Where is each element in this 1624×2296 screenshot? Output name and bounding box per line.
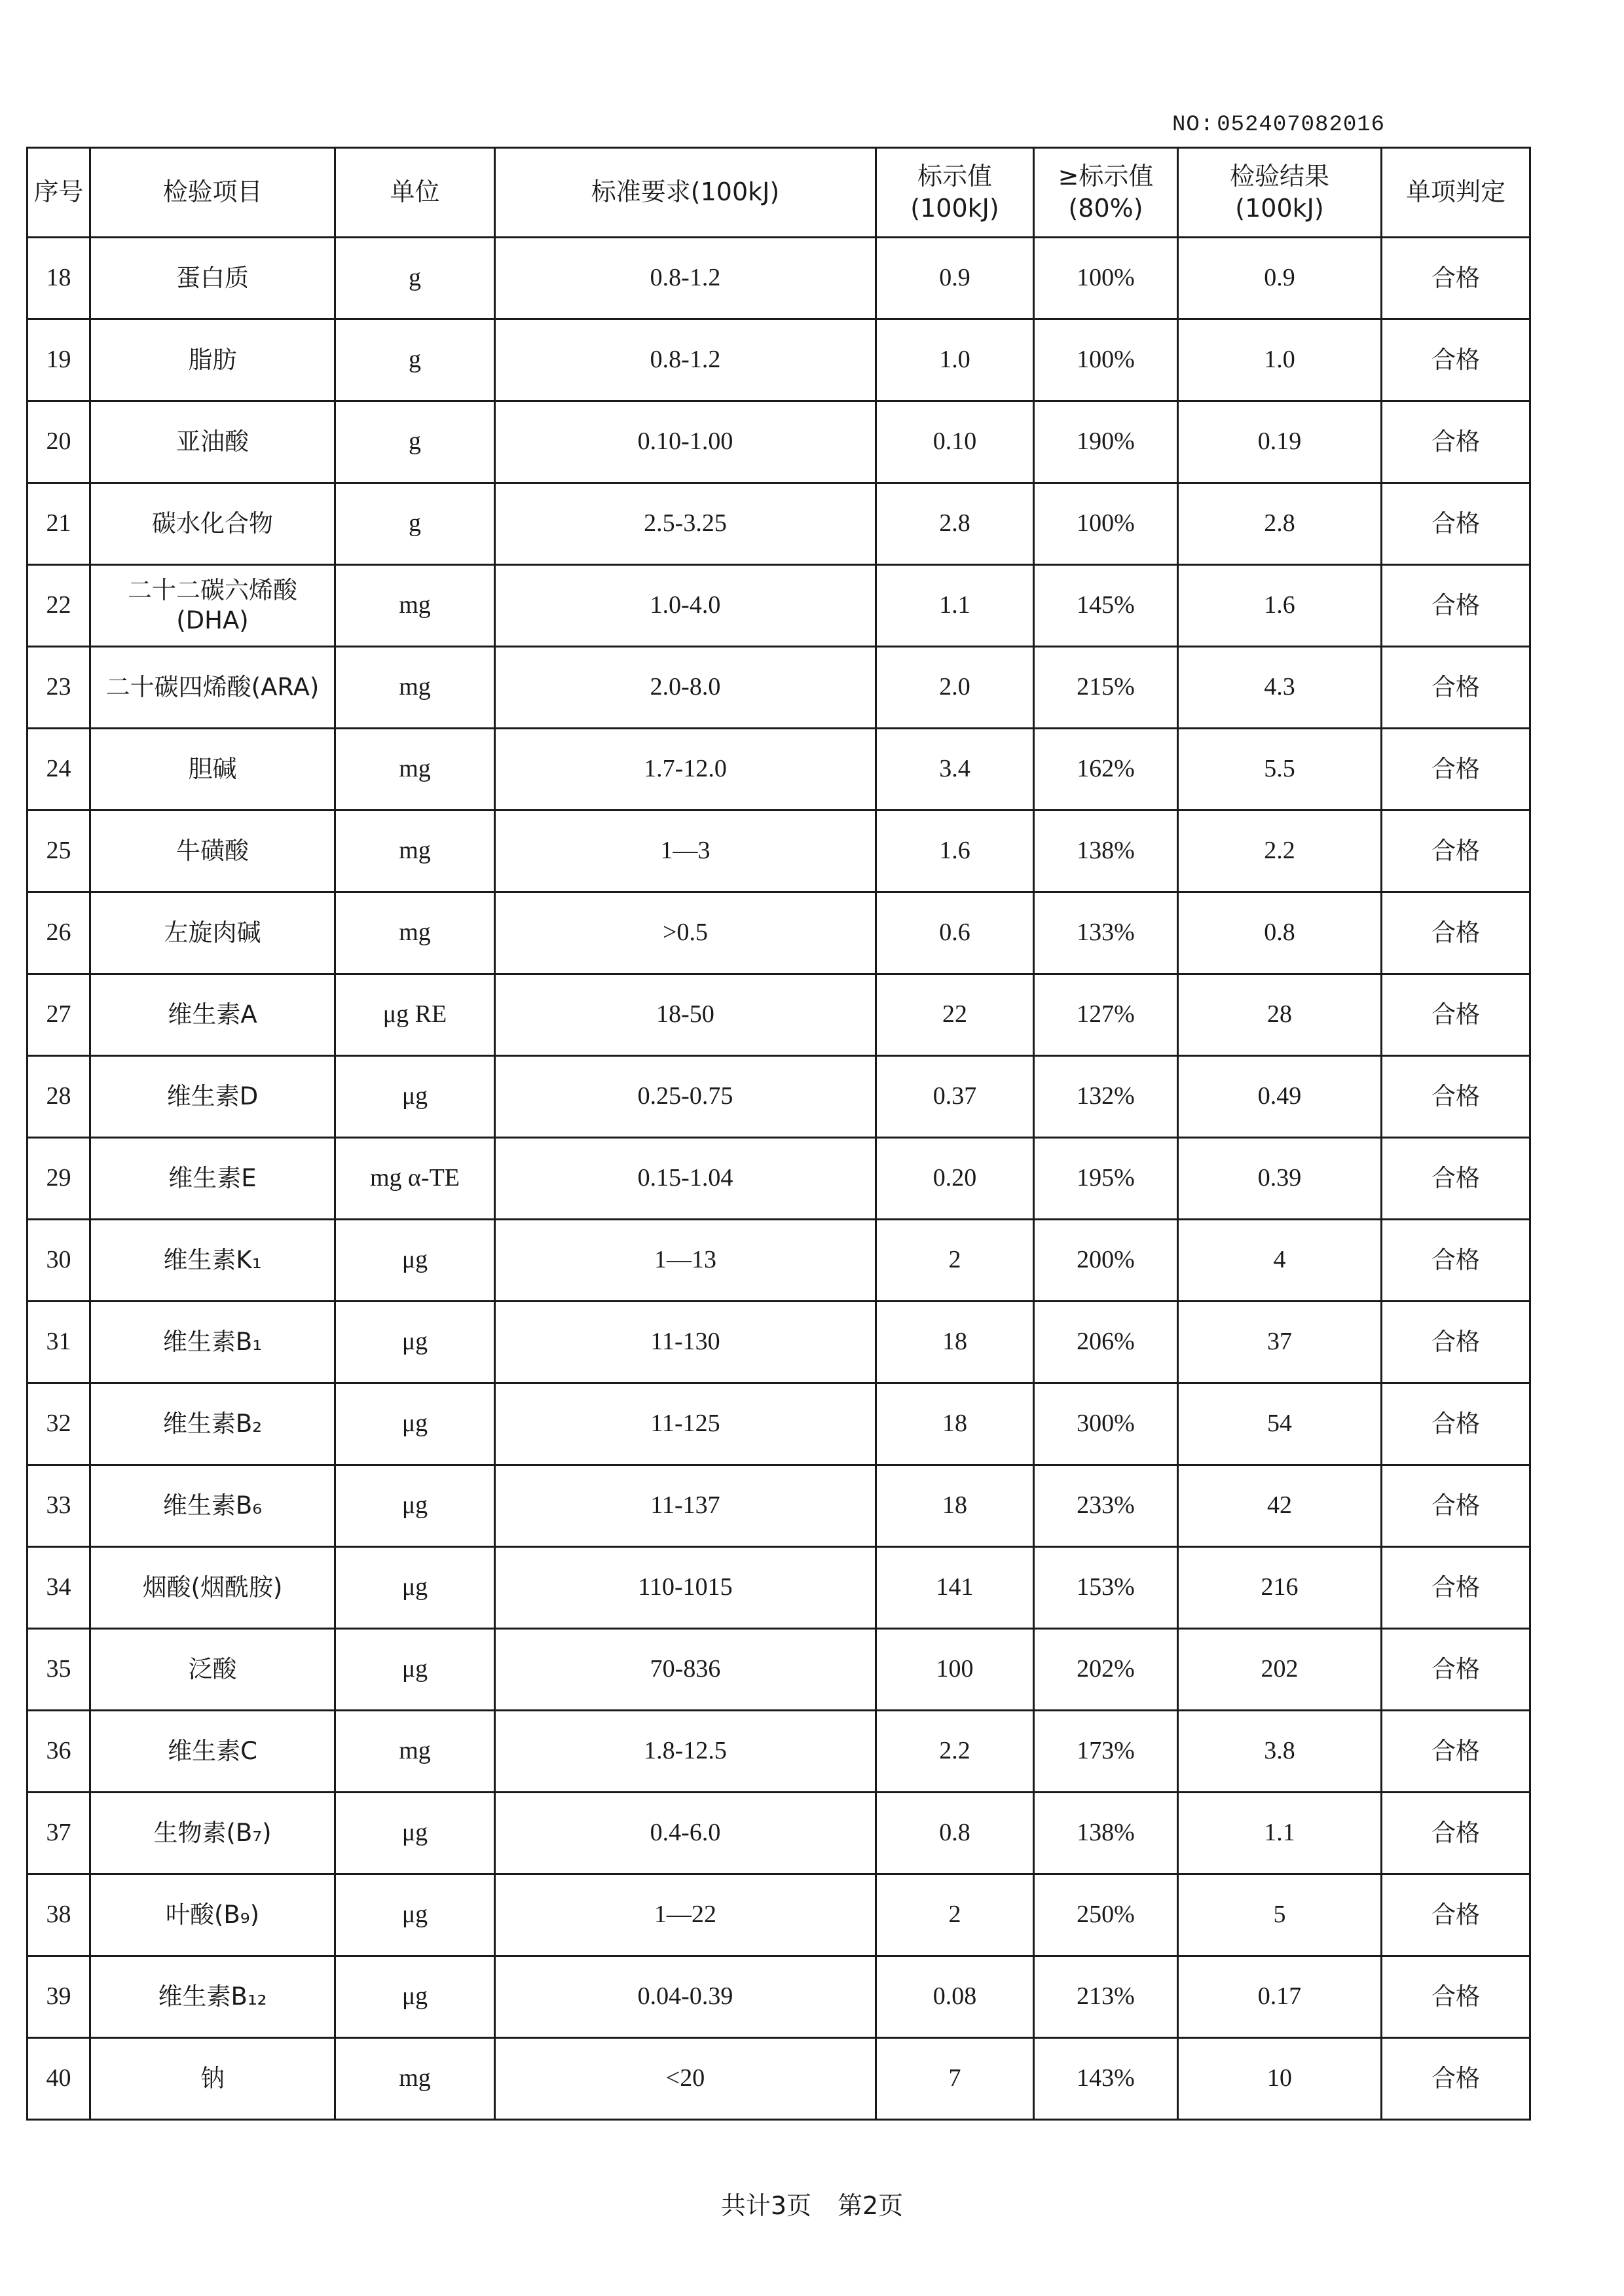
cell-test-result: 5.5 bbox=[1178, 729, 1382, 811]
cell-test-item: 脂肪 bbox=[90, 319, 335, 401]
cell-unit: mg bbox=[335, 892, 495, 974]
cell-serial-no: 34 bbox=[28, 1547, 90, 1629]
cell-labeled-value: 0.08 bbox=[876, 1956, 1034, 2038]
cell-test-item: 维生素C bbox=[90, 1711, 335, 1793]
header-labeled-value: 标示值 (100kJ) bbox=[876, 148, 1034, 238]
cell-labeled-ratio: 133% bbox=[1034, 892, 1178, 974]
header-unit: 单位 bbox=[335, 148, 495, 238]
cell-labeled-value: 2.8 bbox=[876, 483, 1034, 565]
cell-test-item: 蛋白质 bbox=[90, 238, 335, 319]
cell-unit: mg bbox=[335, 565, 495, 647]
cell-test-item: 维生素B₁ bbox=[90, 1302, 335, 1383]
cell-standard-requirement: 11-125 bbox=[495, 1383, 876, 1465]
table-row bbox=[28, 2038, 1530, 2120]
cell-standard-requirement: 1—3 bbox=[495, 811, 876, 892]
table-row bbox=[28, 1302, 1530, 1383]
cell-standard-requirement: 0.04-0.39 bbox=[495, 1956, 876, 2038]
report-number-value: 052407082016 bbox=[1217, 113, 1386, 137]
total-pages: 共计3页 bbox=[720, 2191, 811, 2220]
cell-verdict: 合格 bbox=[1382, 1220, 1530, 1302]
cell-verdict: 合格 bbox=[1382, 1547, 1530, 1629]
cell-unit: μg bbox=[335, 1383, 495, 1465]
cell-verdict: 合格 bbox=[1382, 1383, 1530, 1465]
cell-labeled-ratio: 300% bbox=[1034, 1383, 1178, 1465]
cell-labeled-value: 0.10 bbox=[876, 401, 1034, 483]
cell-unit: μg bbox=[335, 1056, 495, 1138]
header-standard-requirement: 标准要求(100kJ) bbox=[495, 148, 876, 238]
cell-test-result: 216 bbox=[1178, 1547, 1382, 1629]
cell-verdict: 合格 bbox=[1382, 565, 1530, 647]
cell-serial-no: 35 bbox=[28, 1629, 90, 1711]
cell-labeled-value: 22 bbox=[876, 974, 1034, 1056]
cell-serial-no: 26 bbox=[28, 892, 90, 974]
cell-serial-no: 29 bbox=[28, 1138, 90, 1220]
cell-serial-no: 36 bbox=[28, 1711, 90, 1793]
cell-unit: mg bbox=[335, 729, 495, 811]
cell-standard-requirement: 18-50 bbox=[495, 974, 876, 1056]
cell-standard-requirement: 11-137 bbox=[495, 1465, 876, 1547]
cell-test-item: 维生素E bbox=[90, 1138, 335, 1220]
cell-test-result: 1.6 bbox=[1178, 565, 1382, 647]
cell-test-result: 10 bbox=[1178, 2038, 1382, 2120]
cell-labeled-value: 3.4 bbox=[876, 729, 1034, 811]
cell-verdict: 合格 bbox=[1382, 729, 1530, 811]
cell-serial-no: 40 bbox=[28, 2038, 90, 2120]
report-number-label: NO: bbox=[1172, 113, 1215, 137]
cell-unit: mg bbox=[335, 1711, 495, 1793]
cell-labeled-value: 18 bbox=[876, 1302, 1034, 1383]
cell-labeled-value: 18 bbox=[876, 1465, 1034, 1547]
cell-labeled-value: 7 bbox=[876, 2038, 1034, 2120]
test-results-table bbox=[26, 147, 1531, 2121]
table-row bbox=[28, 1138, 1530, 1220]
cell-unit: g bbox=[335, 483, 495, 565]
cell-test-result: 202 bbox=[1178, 1629, 1382, 1711]
header-test-item: 检验项目 bbox=[90, 148, 335, 238]
cell-labeled-ratio: 162% bbox=[1034, 729, 1178, 811]
cell-test-result: 4 bbox=[1178, 1220, 1382, 1302]
table-header-row bbox=[28, 148, 1530, 238]
cell-unit: μg bbox=[335, 1465, 495, 1547]
cell-standard-requirement: 2.5-3.25 bbox=[495, 483, 876, 565]
cell-standard-requirement: 1.0-4.0 bbox=[495, 565, 876, 647]
header-labeled-ratio: ≥标示值 (80%) bbox=[1034, 148, 1178, 238]
cell-unit: μg bbox=[335, 1302, 495, 1383]
cell-test-result: 1.1 bbox=[1178, 1793, 1382, 1874]
cell-test-item: 二十碳四烯酸(ARA) bbox=[90, 647, 335, 729]
table-row bbox=[28, 1956, 1530, 2038]
cell-verdict: 合格 bbox=[1382, 1302, 1530, 1383]
table-row bbox=[28, 565, 1530, 647]
cell-test-item: 泛酸 bbox=[90, 1629, 335, 1711]
cell-serial-no: 24 bbox=[28, 729, 90, 811]
cell-unit: g bbox=[335, 238, 495, 319]
table-row bbox=[28, 1793, 1530, 1874]
cell-standard-requirement: <20 bbox=[495, 2038, 876, 2120]
cell-verdict: 合格 bbox=[1382, 1465, 1530, 1547]
cell-unit: mg bbox=[335, 2038, 495, 2120]
table-row bbox=[28, 483, 1530, 565]
cell-standard-requirement: 0.8-1.2 bbox=[495, 319, 876, 401]
cell-standard-requirement: >0.5 bbox=[495, 892, 876, 974]
cell-labeled-value: 1.0 bbox=[876, 319, 1034, 401]
cell-test-item: 维生素K₁ bbox=[90, 1220, 335, 1302]
cell-labeled-value: 0.6 bbox=[876, 892, 1034, 974]
cell-labeled-value: 0.9 bbox=[876, 238, 1034, 319]
cell-verdict: 合格 bbox=[1382, 1874, 1530, 1956]
table-row bbox=[28, 1383, 1530, 1465]
cell-standard-requirement: 70-836 bbox=[495, 1629, 876, 1711]
cell-test-item: 维生素B₁₂ bbox=[90, 1956, 335, 2038]
page-footer bbox=[0, 2185, 1624, 2221]
cell-test-result: 0.9 bbox=[1178, 238, 1382, 319]
cell-test-result: 37 bbox=[1178, 1302, 1382, 1383]
cell-standard-requirement: 0.15-1.04 bbox=[495, 1138, 876, 1220]
cell-verdict: 合格 bbox=[1382, 1793, 1530, 1874]
cell-unit: μg bbox=[335, 1956, 495, 2038]
cell-labeled-ratio: 195% bbox=[1034, 1138, 1178, 1220]
cell-test-result: 0.8 bbox=[1178, 892, 1382, 974]
cell-labeled-ratio: 173% bbox=[1034, 1711, 1178, 1793]
cell-labeled-ratio: 190% bbox=[1034, 401, 1178, 483]
table-row bbox=[28, 1220, 1530, 1302]
cell-labeled-ratio: 213% bbox=[1034, 1956, 1178, 2038]
cell-test-result: 3.8 bbox=[1178, 1711, 1382, 1793]
cell-unit: g bbox=[335, 319, 495, 401]
cell-serial-no: 19 bbox=[28, 319, 90, 401]
cell-standard-requirement: 0.8-1.2 bbox=[495, 238, 876, 319]
cell-unit: μg RE bbox=[335, 974, 495, 1056]
cell-test-item: 钠 bbox=[90, 2038, 335, 2120]
cell-labeled-ratio: 250% bbox=[1034, 1874, 1178, 1956]
cell-verdict: 合格 bbox=[1382, 811, 1530, 892]
header-serial-no: 序号 bbox=[28, 148, 90, 238]
cell-serial-no: 27 bbox=[28, 974, 90, 1056]
table-row bbox=[28, 319, 1530, 401]
cell-unit: μg bbox=[335, 1793, 495, 1874]
cell-test-item: 二十二碳六烯酸 (DHA) bbox=[90, 565, 335, 647]
table-row bbox=[28, 1711, 1530, 1793]
cell-test-item: 维生素D bbox=[90, 1056, 335, 1138]
cell-serial-no: 23 bbox=[28, 647, 90, 729]
cell-test-item: 维生素B₂ bbox=[90, 1383, 335, 1465]
cell-verdict: 合格 bbox=[1382, 1629, 1530, 1711]
header-verdict: 单项判定 bbox=[1382, 148, 1530, 238]
cell-labeled-value: 2 bbox=[876, 1220, 1034, 1302]
cell-labeled-ratio: 138% bbox=[1034, 1793, 1178, 1874]
cell-labeled-ratio: 202% bbox=[1034, 1629, 1178, 1711]
cell-standard-requirement: 0.25-0.75 bbox=[495, 1056, 876, 1138]
cell-labeled-value: 2.0 bbox=[876, 647, 1034, 729]
cell-serial-no: 22 bbox=[28, 565, 90, 647]
cell-test-result: 2.2 bbox=[1178, 811, 1382, 892]
cell-verdict: 合格 bbox=[1382, 1056, 1530, 1138]
cell-serial-no: 30 bbox=[28, 1220, 90, 1302]
cell-unit: mg bbox=[335, 811, 495, 892]
cell-unit: mg α-TE bbox=[335, 1138, 495, 1220]
cell-labeled-value: 18 bbox=[876, 1383, 1034, 1465]
cell-labeled-ratio: 100% bbox=[1034, 319, 1178, 401]
cell-verdict: 合格 bbox=[1382, 238, 1530, 319]
header-test-result: 检验结果 (100kJ) bbox=[1178, 148, 1382, 238]
table-row bbox=[28, 1056, 1530, 1138]
cell-labeled-ratio: 206% bbox=[1034, 1302, 1178, 1383]
cell-serial-no: 31 bbox=[28, 1302, 90, 1383]
cell-serial-no: 21 bbox=[28, 483, 90, 565]
cell-test-result: 5 bbox=[1178, 1874, 1382, 1956]
cell-test-result: 2.8 bbox=[1178, 483, 1382, 565]
cell-labeled-ratio: 233% bbox=[1034, 1465, 1178, 1547]
cell-test-item: 胆碱 bbox=[90, 729, 335, 811]
cell-standard-requirement: 0.4-6.0 bbox=[495, 1793, 876, 1874]
cell-unit: μg bbox=[335, 1629, 495, 1711]
table-row bbox=[28, 729, 1530, 811]
cell-labeled-ratio: 145% bbox=[1034, 565, 1178, 647]
cell-labeled-ratio: 100% bbox=[1034, 483, 1178, 565]
cell-standard-requirement: 0.10-1.00 bbox=[495, 401, 876, 483]
cell-verdict: 合格 bbox=[1382, 319, 1530, 401]
cell-test-item: 碳水化合物 bbox=[90, 483, 335, 565]
cell-labeled-value: 2.2 bbox=[876, 1711, 1034, 1793]
table-row bbox=[28, 1465, 1530, 1547]
cell-verdict: 合格 bbox=[1382, 1956, 1530, 2038]
cell-verdict: 合格 bbox=[1382, 483, 1530, 565]
cell-serial-no: 28 bbox=[28, 1056, 90, 1138]
cell-standard-requirement: 1—22 bbox=[495, 1874, 876, 1956]
cell-test-result: 0.17 bbox=[1178, 1956, 1382, 2038]
cell-labeled-ratio: 143% bbox=[1034, 2038, 1178, 2120]
cell-verdict: 合格 bbox=[1382, 401, 1530, 483]
cell-unit: μg bbox=[335, 1220, 495, 1302]
cell-labeled-ratio: 153% bbox=[1034, 1547, 1178, 1629]
cell-serial-no: 33 bbox=[28, 1465, 90, 1547]
cell-test-result: 4.3 bbox=[1178, 647, 1382, 729]
cell-standard-requirement: 1.8-12.5 bbox=[495, 1711, 876, 1793]
cell-verdict: 合格 bbox=[1382, 1711, 1530, 1793]
table-row bbox=[28, 811, 1530, 892]
report-number bbox=[1172, 113, 1385, 137]
cell-test-result: 0.39 bbox=[1178, 1138, 1382, 1220]
cell-verdict: 合格 bbox=[1382, 1138, 1530, 1220]
cell-verdict: 合格 bbox=[1382, 974, 1530, 1056]
table-row bbox=[28, 1547, 1530, 1629]
cell-test-result: 54 bbox=[1178, 1383, 1382, 1465]
cell-verdict: 合格 bbox=[1382, 2038, 1530, 2120]
cell-labeled-value: 1.6 bbox=[876, 811, 1034, 892]
cell-standard-requirement: 2.0-8.0 bbox=[495, 647, 876, 729]
table-row bbox=[28, 238, 1530, 319]
cell-unit: μg bbox=[335, 1547, 495, 1629]
cell-test-item: 牛磺酸 bbox=[90, 811, 335, 892]
cell-serial-no: 32 bbox=[28, 1383, 90, 1465]
cell-test-result: 0.19 bbox=[1178, 401, 1382, 483]
cell-labeled-ratio: 138% bbox=[1034, 811, 1178, 892]
cell-serial-no: 38 bbox=[28, 1874, 90, 1956]
cell-test-result: 28 bbox=[1178, 974, 1382, 1056]
cell-standard-requirement: 11-130 bbox=[495, 1302, 876, 1383]
table-row bbox=[28, 892, 1530, 974]
cell-labeled-value: 0.20 bbox=[876, 1138, 1034, 1220]
cell-labeled-ratio: 127% bbox=[1034, 974, 1178, 1056]
cell-labeled-value: 141 bbox=[876, 1547, 1034, 1629]
cell-serial-no: 20 bbox=[28, 401, 90, 483]
table-body bbox=[28, 238, 1530, 2120]
cell-labeled-value: 0.8 bbox=[876, 1793, 1034, 1874]
cell-serial-no: 39 bbox=[28, 1956, 90, 2038]
cell-test-item: 左旋肉碱 bbox=[90, 892, 335, 974]
cell-test-item: 维生素B₆ bbox=[90, 1465, 335, 1547]
cell-verdict: 合格 bbox=[1382, 892, 1530, 974]
cell-labeled-value: 1.1 bbox=[876, 565, 1034, 647]
cell-labeled-ratio: 215% bbox=[1034, 647, 1178, 729]
table-row bbox=[28, 647, 1530, 729]
cell-labeled-ratio: 200% bbox=[1034, 1220, 1178, 1302]
cell-verdict: 合格 bbox=[1382, 647, 1530, 729]
current-page: 第2页 bbox=[838, 2191, 904, 2220]
cell-labeled-value: 2 bbox=[876, 1874, 1034, 1956]
table-row bbox=[28, 401, 1530, 483]
cell-test-item: 叶酸(B₉) bbox=[90, 1874, 335, 1956]
cell-test-result: 0.49 bbox=[1178, 1056, 1382, 1138]
cell-labeled-value: 100 bbox=[876, 1629, 1034, 1711]
cell-test-item: 烟酸(烟酰胺) bbox=[90, 1547, 335, 1629]
cell-serial-no: 37 bbox=[28, 1793, 90, 1874]
cell-unit: μg bbox=[335, 1874, 495, 1956]
cell-standard-requirement: 1.7-12.0 bbox=[495, 729, 876, 811]
cell-unit: mg bbox=[335, 647, 495, 729]
cell-test-item: 维生素A bbox=[90, 974, 335, 1056]
cell-labeled-ratio: 100% bbox=[1034, 238, 1178, 319]
table-row bbox=[28, 1629, 1530, 1711]
cell-test-result: 42 bbox=[1178, 1465, 1382, 1547]
table-row bbox=[28, 974, 1530, 1056]
cell-standard-requirement: 1—13 bbox=[495, 1220, 876, 1302]
table-row bbox=[28, 1874, 1530, 1956]
cell-unit: g bbox=[335, 401, 495, 483]
cell-labeled-ratio: 132% bbox=[1034, 1056, 1178, 1138]
cell-serial-no: 25 bbox=[28, 811, 90, 892]
cell-test-result: 1.0 bbox=[1178, 319, 1382, 401]
cell-test-item: 亚油酸 bbox=[90, 401, 335, 483]
cell-labeled-value: 0.37 bbox=[876, 1056, 1034, 1138]
cell-serial-no: 18 bbox=[28, 238, 90, 319]
cell-test-item: 生物素(B₇) bbox=[90, 1793, 335, 1874]
cell-standard-requirement: 110-1015 bbox=[495, 1547, 876, 1629]
